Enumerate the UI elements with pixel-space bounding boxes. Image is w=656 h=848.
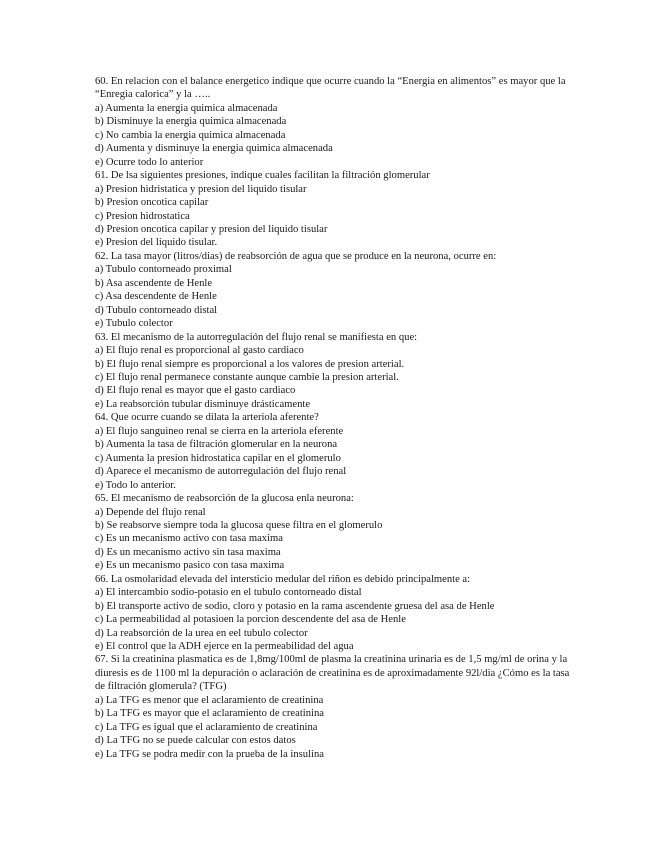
- option-b: b) Disminuye la energia quimica almacenada: [95, 116, 287, 128]
- question-list: [95, 75, 575, 761]
- option-d: d) Presion oncotica capilar y presion del liquido tisular: [95, 223, 328, 235]
- option-d: d) La TFG no se puede calcular con estos datos: [95, 735, 296, 747]
- option-e: e) El control que la ADH ejerce en la permeabilidad del agua: [95, 641, 354, 653]
- question-60: [95, 75, 575, 169]
- question-stem: 60. En relacion con el balance energetico indique que ocurre cuando la “Energia en alimentos” es mayor que la “Enregia calorica” y la …..: [95, 76, 566, 101]
- question-67: [95, 653, 575, 761]
- question-61: [95, 169, 575, 250]
- option-c: c) La TFG es igual que el aclaramiento de creatinina: [95, 721, 318, 733]
- option-c: c) Es un mecanismo activo con tasa maxima: [95, 533, 283, 545]
- question-63: [95, 331, 575, 412]
- question-stem: 66. La osmolaridad elevada del intersticio medular del riñon es debido principalmente a:: [95, 573, 471, 585]
- option-b: b) El transporte activo de sodio, cloro y potasio en la rama ascendente gruesa del asa de Henle: [95, 600, 495, 612]
- option-c: c) El flujo renal permanece constante aunque cambie la presion arterial.: [95, 371, 399, 383]
- option-d: d) Tubulo contorneado distal: [95, 304, 218, 316]
- option-e: e) Es un mecanismo pasico con tasa maxima: [95, 560, 285, 572]
- option-e: e) La TFG se podra medir con la prueba de la insulina: [95, 748, 324, 760]
- option-a: a) El flujo renal es proporcional al gasto cardiaco: [95, 345, 304, 357]
- option-a: a) La TFG es menor que el aclaramiento de creatinina: [95, 694, 324, 706]
- option-b: b) El flujo renal siempre es proporcional a los valores de presion arterial.: [95, 358, 405, 370]
- question-65: [95, 492, 575, 573]
- option-e: e) Tubulo colector: [95, 318, 173, 330]
- option-d: d) Es un mecanismo activo sin tasa maxima: [95, 546, 281, 558]
- option-b: b) Asa ascendente de Henle: [95, 277, 213, 289]
- option-a: a) Tubulo contorneado proximal: [95, 264, 232, 276]
- option-b: b) Aumenta la tasa de filtración glomerular en la neurona: [95, 439, 338, 451]
- option-c: c) Aumenta la presion hidrostatica capilar en el glomerulo: [95, 452, 341, 464]
- option-a: a) Presion hidristatica y presion del liquido tisular: [95, 183, 307, 195]
- question-stem: 62. La tasa mayor (litros/dias) de reabsorción de agua que se produce en la neurona, ocurre en:: [95, 250, 497, 262]
- question-stem: 61. De lsa siguientes presiones, indique cuales facilitan la filtración glomerular: [95, 170, 430, 182]
- option-c: c) No cambia la energia quimica almacenada: [95, 129, 286, 141]
- question-62: [95, 250, 575, 331]
- option-a: a) Aumenta la energia quimica almacenada: [95, 102, 278, 114]
- option-e: e) Ocurre todo lo anterior: [95, 156, 204, 168]
- option-d: d) La reabsorción de la urea en eel tubulo colector: [95, 627, 308, 639]
- option-a: a) Depende del flujo renal: [95, 506, 206, 518]
- option-b: b) La TFG es mayor que el aclaramiento de creatinina: [95, 708, 324, 720]
- question-66: [95, 573, 575, 654]
- option-c: c) La permeabilidad al potasioen la porcion descendente del asa de Henle: [95, 614, 406, 626]
- option-c: c) Asa descendente de Henle: [95, 291, 217, 303]
- option-a: a) El flujo sanguineo renal se cierra en la arteriola eferente: [95, 425, 344, 437]
- option-e: e) Presion del liquido tisular.: [95, 237, 218, 249]
- option-b: b) Se reabsorve siempre toda la glucosa quese filtra en el glomerulo: [95, 519, 383, 531]
- option-c: c) Presion hidrostatica: [95, 210, 190, 222]
- option-d: d) El flujo renal es mayor que el gasto cardiaco: [95, 385, 296, 397]
- option-e: e) Todo lo anterior.: [95, 479, 176, 491]
- option-d: d) Aparece el mecanismo de autorregulación del flujo renal: [95, 466, 347, 478]
- option-a: a) El intercambio sodio-potasio en el tubulo contorneado distal: [95, 587, 362, 599]
- option-e: e) La reabsorción tubular disminuye drásticamente: [95, 398, 311, 410]
- option-d: d) Aumenta y disminuye la energia quimica almacenada: [95, 143, 333, 155]
- question-64: [95, 411, 575, 492]
- question-stem: 64. Que ocurre cuando se dilata la arteriola aferente?: [95, 412, 319, 424]
- option-b: b) Presion oncotica capilar: [95, 197, 209, 209]
- question-stem: 63. El mecanismo de la autorregulación del flujo renal se manifiesta en que:: [95, 331, 418, 343]
- question-stem: 65. El mecanismo de reabsorción de la glucosa enla neurona:: [95, 493, 354, 505]
- question-stem: 67. Si la creatinina plasmatica es de 1,8mg/100ml de plasma la creatinina urinaria es de 1,5 mg/ml de orina y la diuresis es de 1100 ml la depuración o aclaración de creatinina es de aproximadamente 92l/dia ¿Cómo es la tasa de filtración glomerula? (TFG): [95, 654, 570, 693]
